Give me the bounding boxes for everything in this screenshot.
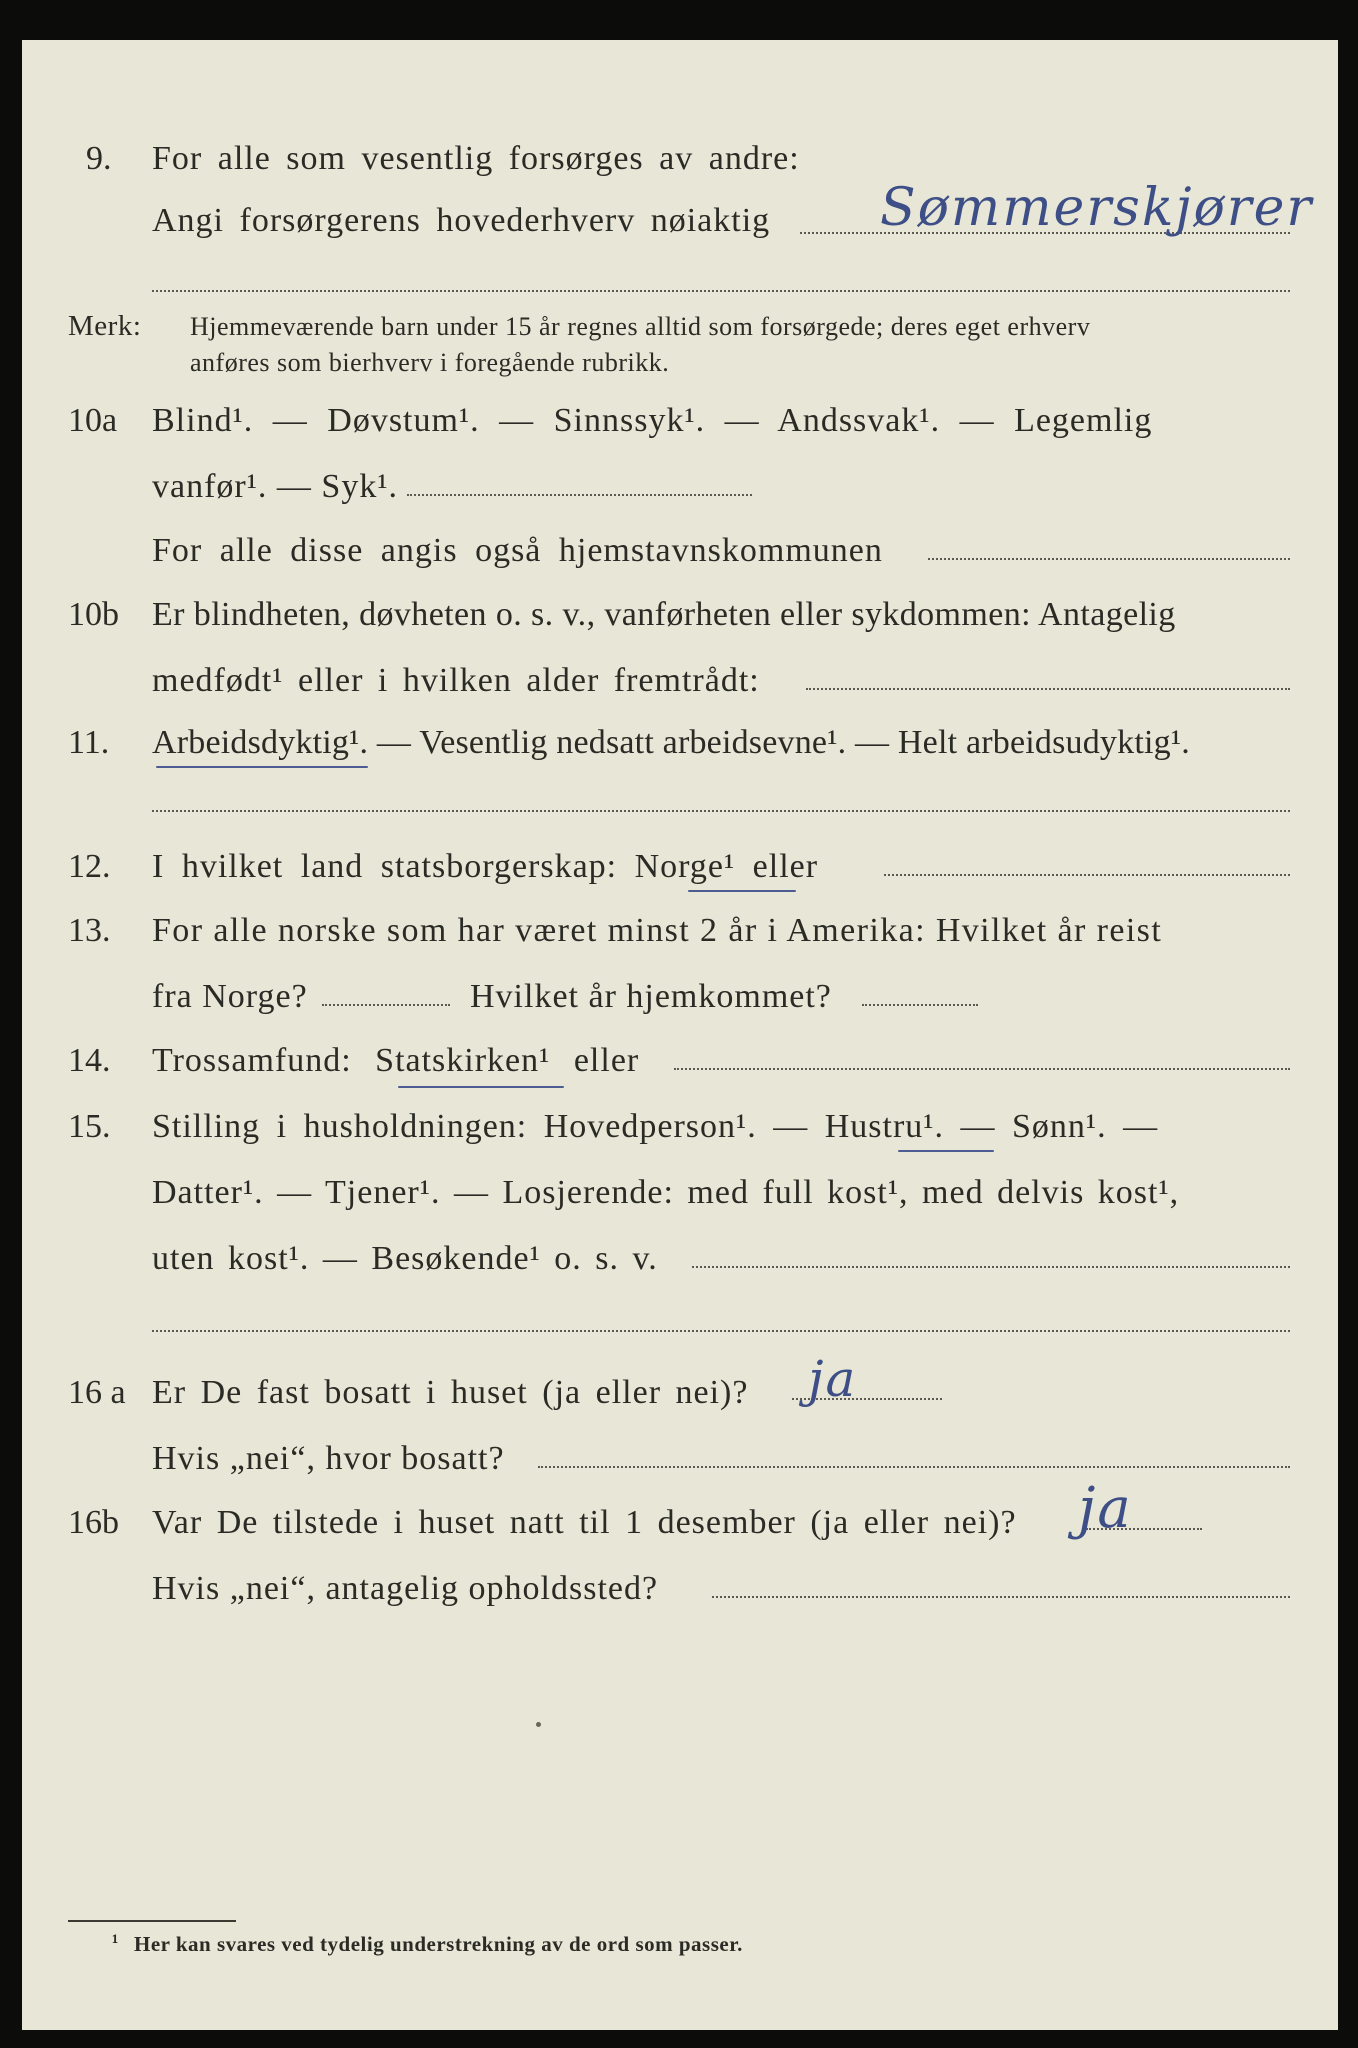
q10b-text-line2: medfødt¹ eller i hvilken alder fremtrådt: [152, 662, 760, 699]
q15-text-line1: Stilling i husholdningen: Hovedperson¹. — Hustru¹. — Sønn¹. — [152, 1108, 1159, 1145]
q9-text-line1: For alle som vesentlig forsørges av andre: [152, 140, 800, 177]
q10b-answer-line [806, 688, 1290, 690]
q15-extra-line [152, 1330, 1290, 1332]
q12-answer-line [884, 874, 1290, 876]
q16b-number: 16b [68, 1504, 119, 1541]
q9-number: 9. [86, 140, 112, 177]
q12-text-line1: I hvilket land statsborgerskap: Norge¹ eller [152, 848, 819, 885]
q16a-number: 16 a [68, 1374, 126, 1411]
q14-answer-line [674, 1068, 1290, 1070]
q13-text-line2b: Hvilket år hjemkommet? [470, 978, 832, 1015]
q10a-number: 10a [68, 402, 118, 439]
q15-answer-line [692, 1266, 1290, 1268]
merk-label: Merk: [68, 310, 142, 342]
q9-handwritten-answer: Sømmerskjører [880, 178, 1314, 238]
q13-departure-line [322, 1004, 450, 1006]
q11-answer-line [152, 810, 1290, 812]
q16a-text-line1: Er De fast bosatt i huset (ja eller nei)? [152, 1374, 749, 1411]
q9-text-line2: Angi forsørgerens hovederhverv nøiaktig [152, 202, 771, 239]
merk-text-line2: anføres som bierhverv i foregående rubrikk. [190, 348, 670, 377]
q10a-text-line1: Blind¹. — Døvstum¹. — Sinnssyk¹. — Andssvak¹. — Legemlig [152, 402, 1153, 439]
q12-handwritten-underline [688, 890, 796, 892]
q16b-text-line1: Var De tilstede i huset natt til 1 desember (ja eller nei)? [152, 1504, 1017, 1541]
q14-number: 14. [68, 1042, 111, 1079]
q11-handwritten-underline [156, 766, 368, 768]
q10a-text-line2: vanfør¹. — Syk¹. [152, 468, 399, 505]
q9-extra-line [152, 290, 1290, 292]
q15-number: 15. [68, 1108, 111, 1145]
q13-return-line [862, 1004, 978, 1006]
q13-text-line1: For alle norske som har været minst 2 år i Amerika: Hvilket år reist [152, 912, 1163, 949]
footnote-rule [68, 1920, 236, 1922]
q16b-handwritten-answer: ja [1078, 1476, 1133, 1541]
q13-number: 13. [68, 912, 111, 949]
q15-text-line3: uten kost¹. — Besøkende¹ o. s. v. [152, 1240, 658, 1277]
q16b-text-line2: Hvis „nei“, antagelig opholdssted? [152, 1570, 659, 1607]
q10b-text-line1: Er blindheten, døvheten o. s. v., vanførheten eller sykdommen: Antagelig [152, 596, 1176, 633]
q10a-text-line3: For alle disse angis også hjemstavnskommunen [152, 532, 883, 569]
q10b-number: 10b [68, 596, 119, 633]
merk-text-line1: Hjemmeværende barn under 15 år regnes alltid som forsørgede; deres eget erhverv [190, 312, 1091, 341]
q14-handwritten-underline [398, 1086, 564, 1088]
footnote-mark: ¹ [112, 1930, 119, 1954]
q10a-answer-line [407, 494, 752, 496]
q15-handwritten-underline [898, 1150, 994, 1152]
q15-text-line2: Datter¹. — Tjener¹. — Losjerende: med full kost¹, med delvis kost¹, [152, 1174, 1180, 1211]
q12-number: 12. [68, 848, 111, 885]
q11-text-line1: Arbeidsdyktig¹. — Vesentlig nedsatt arbeidsevne¹. — Helt arbeidsudyktig¹. [152, 724, 1190, 761]
q13-text-line2a: fra Norge? [152, 978, 308, 1015]
q16a-handwritten-answer: ja [808, 1350, 858, 1408]
q11-number: 11. [68, 724, 110, 761]
q14-text-line1: Trossamfund: Statskirken¹ eller [152, 1042, 640, 1079]
q16a-text-line2: Hvis „nei“, hvor bosatt? [152, 1440, 505, 1477]
q16a-residence-line [538, 1466, 1290, 1468]
paper-speck [536, 1722, 541, 1727]
footnote-text: Her kan svares ved tydelig understrekning av de ord som passer. [134, 1932, 743, 1956]
q16b-stay-line [712, 1596, 1290, 1598]
census-form-page [22, 40, 1338, 2030]
q10a-hometown-line [928, 558, 1290, 560]
